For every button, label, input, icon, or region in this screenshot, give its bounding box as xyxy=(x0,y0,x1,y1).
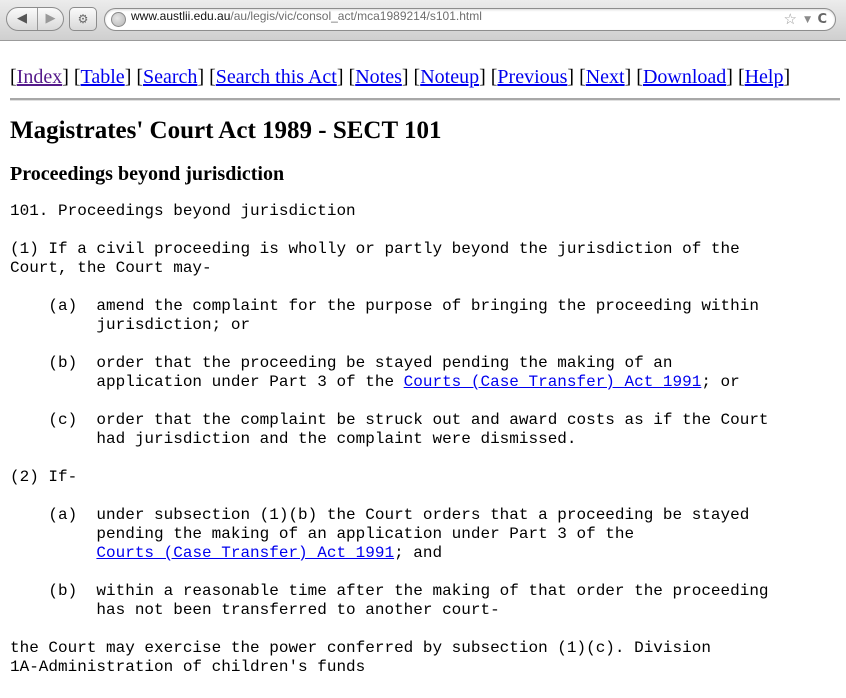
paragraph-2a-line: pending the making of an application under Part 3 of the xyxy=(10,525,635,543)
paragraph-1c-line: had jurisdiction and the complaint were dismissed. xyxy=(10,430,577,448)
search-this-act-link[interactable]: Search this Act xyxy=(215,66,337,88)
paragraph-1a-line: (a) amend the complaint for the purpose of bringing the proceeding within xyxy=(10,297,759,315)
section-heading-line: 101. Proceedings beyond jurisdiction xyxy=(10,202,356,220)
subsection-1-line: (1) If a civil proceeding is wholly or partly beyond the jurisdiction of the xyxy=(10,240,740,258)
paragraph-1b-line: application under Part 3 of the xyxy=(10,373,404,391)
address-bar[interactable] xyxy=(104,8,836,31)
closing-line: 1A-Administration of children's funds xyxy=(10,658,366,676)
courts-case-transfer-act-link[interactable]: Courts (Case Transfer) Act 1991 xyxy=(403,373,702,391)
next-link[interactable]: Next xyxy=(585,66,625,88)
history-dropdown-icon[interactable]: ▼ xyxy=(804,15,811,25)
back-button[interactable] xyxy=(7,8,38,30)
reload-icon[interactable]: C xyxy=(817,12,827,27)
browser-toolbar xyxy=(0,0,846,41)
url-host: www.austlii.edu.au xyxy=(131,9,231,23)
bookmark-star-icon[interactable]: ☆ xyxy=(783,10,797,28)
table-link[interactable]: Table xyxy=(80,66,125,88)
forward-arrow-icon: ▶ xyxy=(45,11,56,26)
url-text[interactable] xyxy=(131,9,482,30)
index-link[interactable]: Index xyxy=(16,66,63,88)
paragraph-1a-line: jurisdiction; or xyxy=(10,316,251,334)
paragraph-2a-line: ; and xyxy=(394,544,443,562)
section-subtitle: Proceedings beyond jurisdiction xyxy=(10,163,285,185)
nav-links: [Index] [Table] [Search] [Search this Act] [Notes] [Noteup] [Previous] [Next] [Download] [Help] xyxy=(10,66,791,88)
forward-button[interactable] xyxy=(38,8,63,30)
divider xyxy=(10,98,840,101)
noteup-link[interactable]: Noteup xyxy=(420,66,480,88)
paragraph-2b-line: (b) within a reasonable time after the making of that order the proceeding xyxy=(10,582,769,600)
paragraph-2a-line xyxy=(10,544,96,562)
courts-case-transfer-act-link[interactable]: Courts (Case Transfer) Act 1991 xyxy=(96,544,395,562)
back-arrow-icon: ◀ xyxy=(17,11,27,26)
nav-button-group xyxy=(6,7,64,31)
page-content xyxy=(10,40,840,677)
subsection-2-line: (2) If- xyxy=(10,468,78,486)
paragraph-1b-line: ; or xyxy=(701,373,740,391)
globe-icon xyxy=(111,12,126,27)
page-title: Magistrates' Court Act 1989 - SECT 101 xyxy=(10,117,442,144)
previous-link[interactable]: Previous xyxy=(497,66,568,88)
section-body xyxy=(10,202,840,677)
notes-link[interactable]: Notes xyxy=(355,66,402,88)
paragraph-1b-line: (b) order that the proceeding be stayed pending the making of an xyxy=(10,354,673,372)
extension-button[interactable] xyxy=(69,7,97,31)
paragraph-2a-line: (a) under subsection (1)(b) the Court orders that a proceeding be stayed xyxy=(10,506,750,524)
url-path: /au/legis/vic/consol_act/mca1989214/s101.html xyxy=(230,9,482,23)
subsection-1-line: Court, the Court may- xyxy=(10,259,212,277)
gear-icon: ⚙ xyxy=(77,12,89,26)
help-link[interactable]: Help xyxy=(744,66,784,88)
download-link[interactable]: Download xyxy=(642,66,727,88)
paragraph-1c-line: (c) order that the complaint be struck out and award costs as if the Court xyxy=(10,411,769,429)
search-link[interactable]: Search xyxy=(143,66,198,88)
paragraph-2b-line: has not been transferred to another court- xyxy=(10,601,500,619)
closing-line: the Court may exercise the power conferred by subsection (1)(c). Division xyxy=(10,639,711,657)
